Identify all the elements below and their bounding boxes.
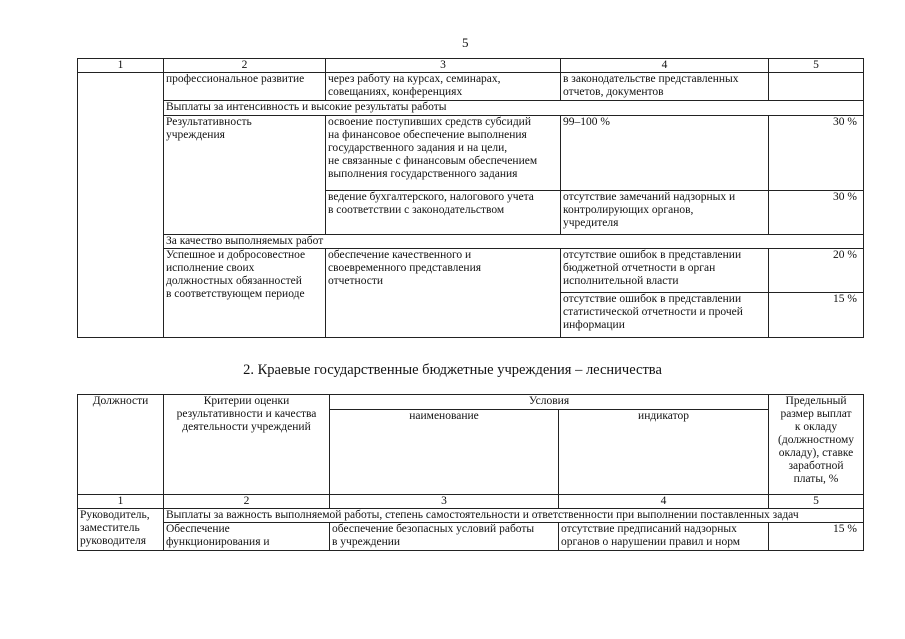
col-number: 1 <box>78 495 164 509</box>
section-row <box>78 101 864 116</box>
page-number: 5 <box>462 35 469 50</box>
conditions-header: Условия <box>330 395 769 410</box>
indicator-cell: отсутствие ошибок в представлении статистической отчетности и прочей информации <box>561 293 769 338</box>
section-title: За качество выполняемых работ <box>164 235 864 249</box>
indicator-cell: отсутствие предписаний надзорных органов о нарушении правил и норм <box>559 523 769 551</box>
condition-name-cell: ведение бухгалтерского, налогового учета в соответствии с законодательством <box>326 191 561 235</box>
criteria-cell: Успешное и добросовестное исполнение своих должностных обязанностей в соответствующем периоде <box>164 249 326 338</box>
table-row <box>78 73 864 101</box>
col-number: 3 <box>326 59 561 73</box>
col-number: 2 <box>164 59 326 73</box>
col-number: 1 <box>78 59 164 73</box>
column-number-row <box>78 495 864 509</box>
payment-size-cell: 30 % <box>769 116 864 191</box>
section-title: Выплаты за интенсивность и высокие результаты работы <box>164 101 864 116</box>
col-number: 2 <box>164 495 330 509</box>
section-row <box>78 235 864 249</box>
col-number: 5 <box>769 59 864 73</box>
payment-size-header: Предельный размер выплат к окладу (должностному окладу), ставке заработной платы, % <box>769 395 864 495</box>
positions-header: Должности <box>78 395 164 495</box>
name-header: наименование <box>330 410 559 495</box>
table-row <box>78 116 864 191</box>
payment-size-cell: 15 % <box>769 523 864 551</box>
section-row <box>78 509 864 523</box>
condition-name-cell: обеспечение безопасных условий работы в учреждении <box>330 523 559 551</box>
column-number-row <box>78 59 864 73</box>
payment-size-cell <box>769 73 864 101</box>
indicator-cell: отсутствие замечаний надзорных и контролирующих органов, учредителя <box>561 191 769 235</box>
condition-name-cell: обеспечение качественного и своевременного представления отчетности <box>326 249 561 338</box>
criteria-table-continued <box>77 58 864 338</box>
section-title: Выплаты за важность выполняемой работы, степень самостоятельности и ответственности при выполнении поставленных задач <box>164 509 864 523</box>
criteria-cell: Обеспечение функционирования и <box>164 523 330 551</box>
position-cell: Руководитель, заместитель руководителя <box>78 509 164 551</box>
col-number: 3 <box>330 495 559 509</box>
indicator-header: индикатор <box>559 410 769 495</box>
payment-size-cell: 15 % <box>769 293 864 338</box>
col-number: 4 <box>559 495 769 509</box>
forestry-criteria-table <box>77 394 864 551</box>
criteria-header: Критерии оценки результативности и качества деятельности учреждений <box>164 395 330 495</box>
indicator-cell: в законодательстве представленных отчетов, документов <box>561 73 769 101</box>
col-number: 5 <box>769 495 864 509</box>
table-row <box>78 249 864 293</box>
criteria-cell: профессиональное развитие <box>164 73 326 101</box>
indicator-cell: отсутствие ошибок в представлении бюджетной отчетности в орган исполнительной власти <box>561 249 769 293</box>
condition-name-cell: через работу на курсах, семинарах, совещаниях, конференциях <box>326 73 561 101</box>
header-row <box>78 395 864 410</box>
criteria-cell: Результативность учреждения <box>164 116 326 235</box>
payment-size-cell: 30 % <box>769 191 864 235</box>
section-heading: 2. Краевые государственные бюджетные учреждения – лесничества <box>243 362 662 378</box>
condition-name-cell: освоение поступивших средств субсидий на финансовое обеспечение выполнения государственного задания и на цели, не связанные с финансовым обеспечением выполнения государственного задания <box>326 116 561 191</box>
payment-size-cell: 20 % <box>769 249 864 293</box>
indicator-cell: 99–100 % <box>561 116 769 191</box>
position-cell <box>78 73 164 338</box>
table-row <box>78 523 864 551</box>
col-number: 4 <box>561 59 769 73</box>
